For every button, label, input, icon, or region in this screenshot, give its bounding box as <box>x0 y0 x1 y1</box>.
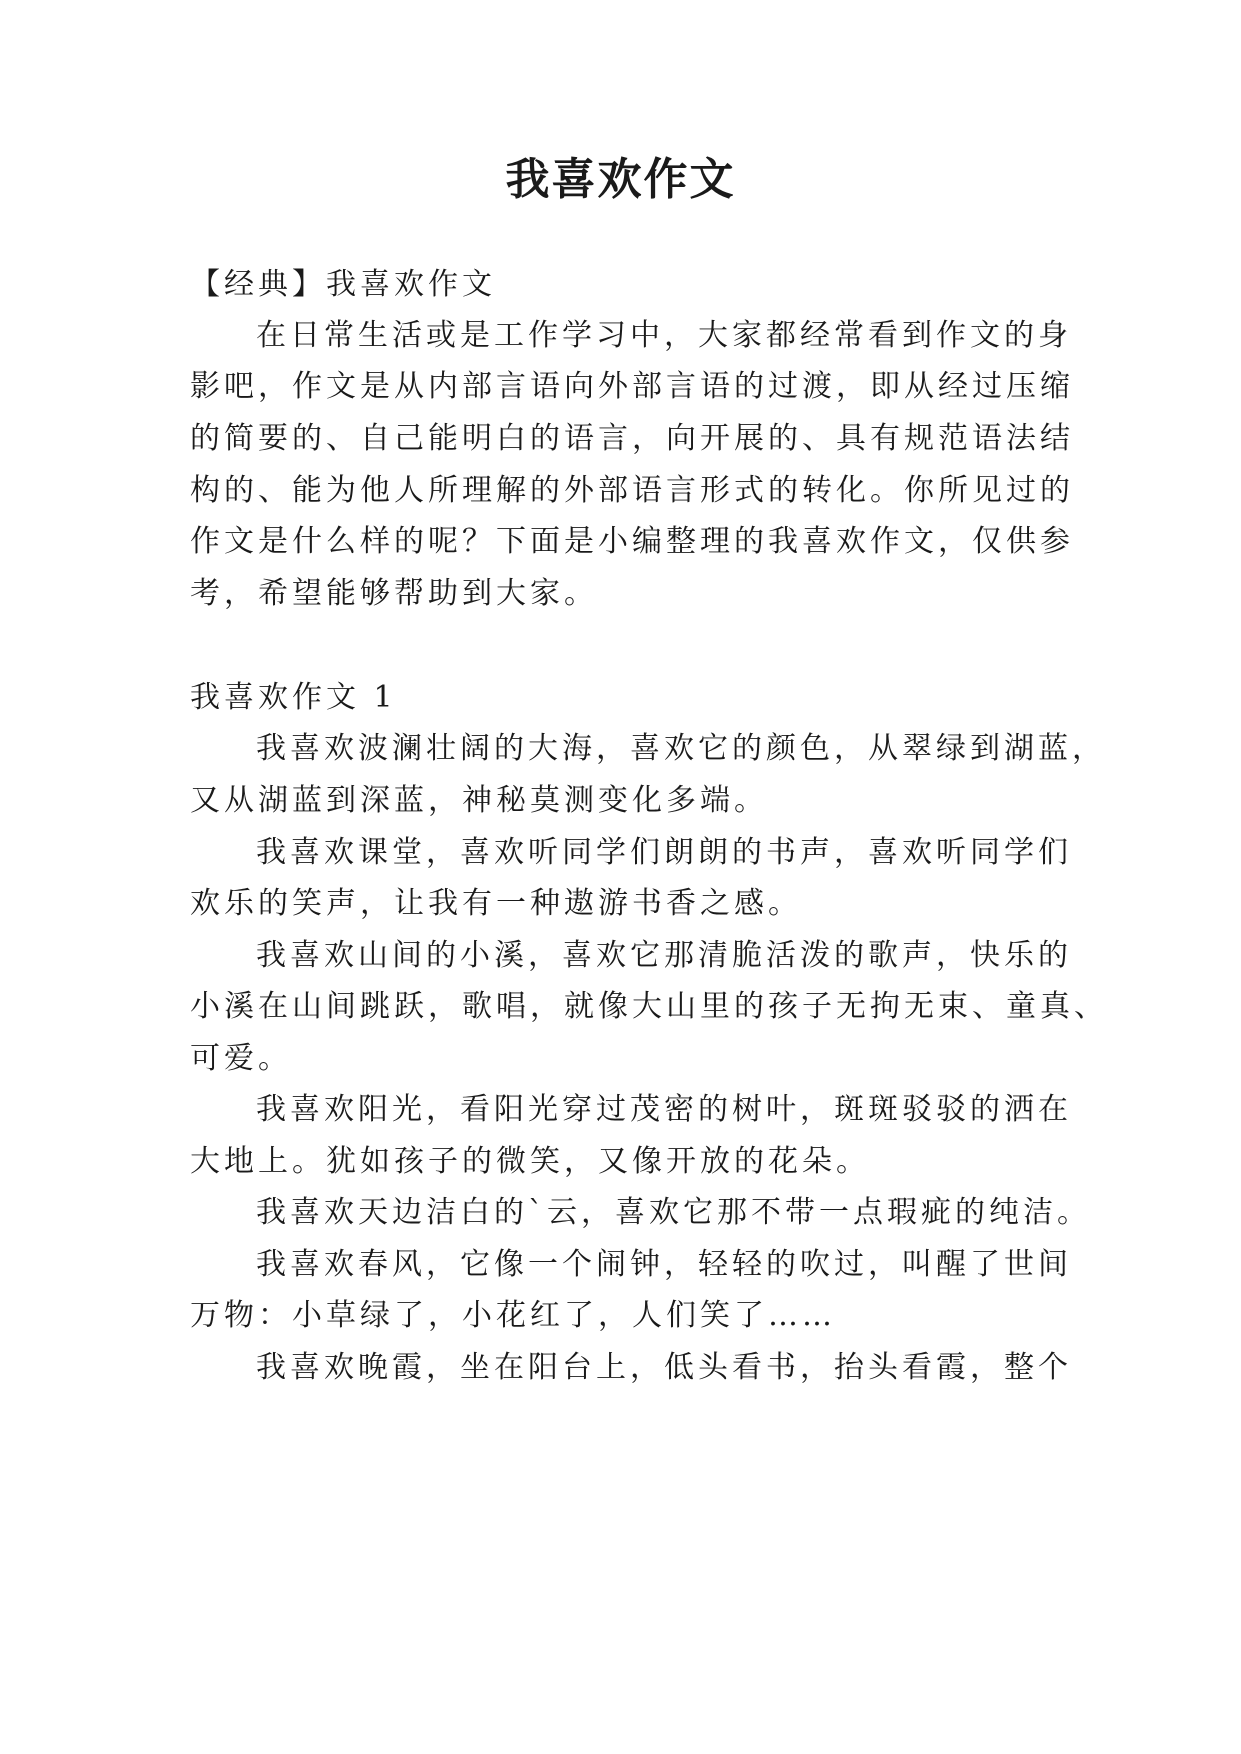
body-line: 小溪在山间跳跃，歌唱，就像大山里的孩子无拘无束、童真、 <box>190 989 1108 1024</box>
document-title: 我喜欢作文 <box>505 154 736 205</box>
body-line: 我喜欢阳光，看阳光穿过茂密的树叶，斑斑驳驳的洒在 <box>256 1092 1072 1127</box>
body-line: 的简要的、自己能明白的语言，向开展的、具有规范语法结 <box>190 421 1074 456</box>
body-line: 考，希望能够帮助到大家。 <box>190 576 598 611</box>
body-line: 影吧，作文是从内部言语向外部言语的过渡，即从经过压缩 <box>190 369 1074 404</box>
body-line: 我喜欢波澜壮阔的大海，喜欢它的颜色，从翠绿到湖蓝， <box>256 731 1106 766</box>
body-line: 万物：小草绿了，小花红了，人们笑了…… <box>190 1298 836 1333</box>
intro-heading: 【经典】我喜欢作文 <box>190 267 496 302</box>
body-line: 我喜欢天边洁白的`云，喜欢它那不带一点瑕疵的纯洁。 <box>256 1195 1091 1230</box>
section-heading: 我喜欢作文 1 <box>190 680 397 715</box>
body-line: 可爱。 <box>190 1041 292 1076</box>
body-line: 我喜欢山间的小溪，喜欢它那清脆活泼的歌声，快乐的 <box>256 938 1072 973</box>
body-line: 我喜欢晚霞，坐在阳台上，低头看书，抬头看霞，整个 <box>256 1350 1072 1385</box>
body-line: 作文是什么样的呢？下面是小编整理的我喜欢作文，仅供参 <box>190 524 1074 559</box>
body-line: 欢乐的笑声，让我有一种遨游书香之感。 <box>190 886 802 921</box>
body-line: 在日常生活或是工作学习中，大家都经常看到作文的身 <box>256 318 1072 353</box>
body-line: 我喜欢课堂，喜欢听同学们朗朗的书声，喜欢听同学们 <box>256 835 1072 870</box>
body-line: 又从湖蓝到深蓝，神秘莫测变化多端。 <box>190 783 768 818</box>
body-line: 我喜欢春风，它像一个闹钟，轻轻的吹过，叫醒了世间 <box>256 1247 1072 1282</box>
body-line: 构的、能为他人所理解的外部语言形式的转化。你所见过的 <box>190 473 1074 508</box>
body-line: 大地上。犹如孩子的微笑，又像开放的花朵。 <box>190 1144 870 1179</box>
